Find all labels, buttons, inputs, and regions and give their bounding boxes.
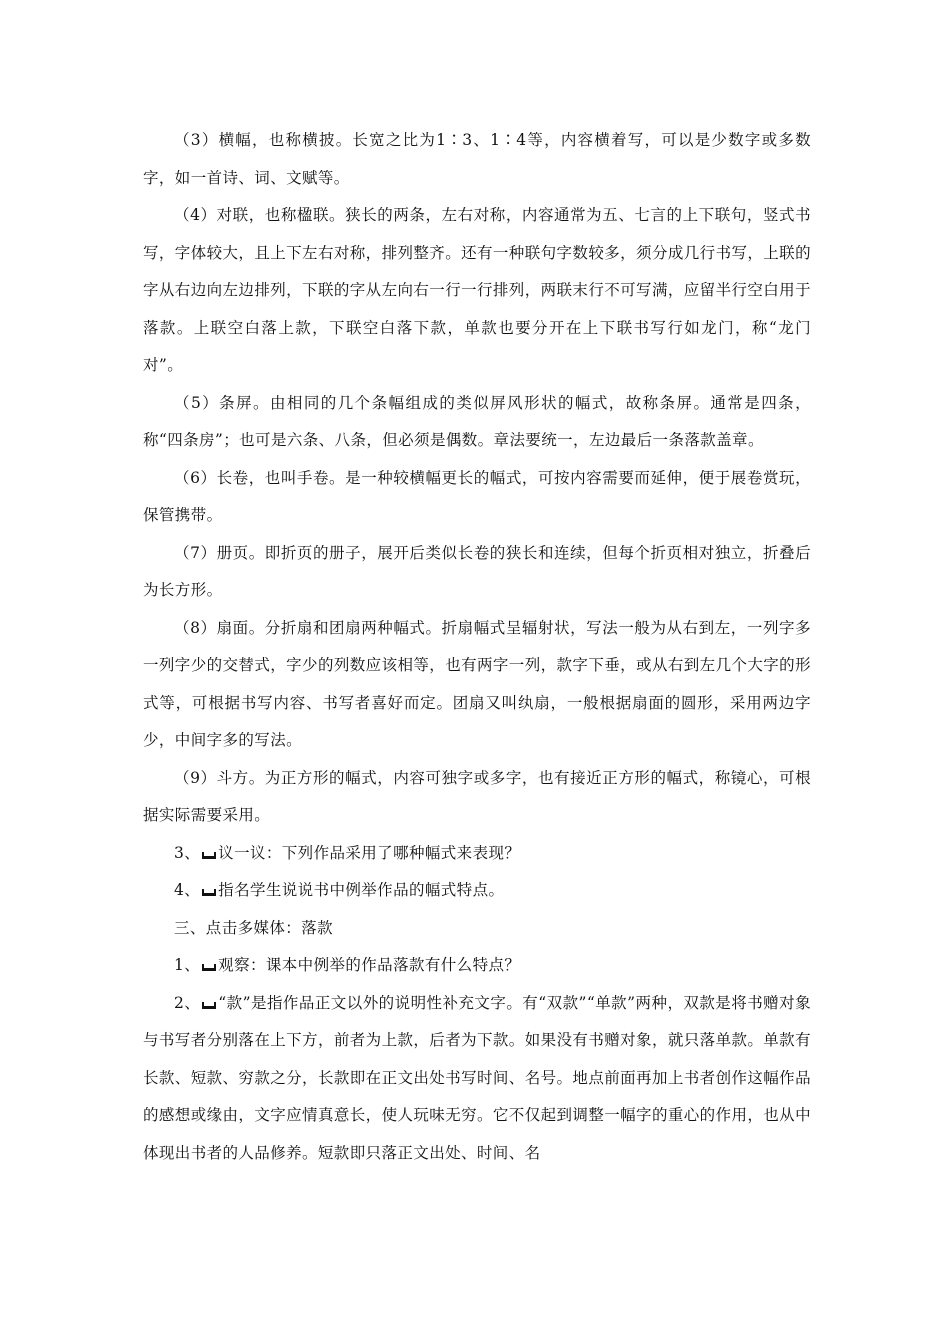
paragraph-text: （9）斗方。为正方形的幅式，内容可独字或多字，也有接近正方形的幅式，称镜心，可根据实际需要采用。	[143, 768, 811, 824]
list-number: 3、	[174, 843, 201, 862]
paragraph-kuan	[143, 985, 811, 1173]
list-number: 2、	[174, 993, 201, 1012]
paragraph-text: （6）长卷，也叫手卷。是一种较横幅更长的幅式，可按内容需要而延伸，便于展卷赏玩，保管携带。	[143, 468, 811, 524]
paragraph-text: （5）条屏。由相同的几个条幅组成的类似屏风形状的幅式，故称条屏。通常是四条，称“四条房”；也可是六条、八条，但必须是偶数。章法要统一，左边最后一条落款盖章。	[143, 393, 811, 449]
paragraph-text: 三、点击多媒体：落款	[174, 918, 334, 937]
paragraph-duilian	[143, 197, 811, 385]
paragraph-text: （3）横幅，也称横披。长宽之比为1∶3、1∶4等，内容横着写，可以是少数字或多数字，如一首诗、词、文赋等。	[143, 131, 811, 187]
paragraph-text: （7）册页。即折页的册子，展开后类似长卷的狭长和连续，但每个折页相对独立，折叠后为长方形。	[143, 543, 811, 599]
paragraph-text: 议一议：下列作品采用了哪种幅式来表现？	[218, 843, 521, 862]
bracket-mark-icon	[202, 886, 216, 896]
paragraph-hengfu	[143, 122, 811, 197]
paragraph-ceye	[143, 535, 811, 610]
paragraph-observe	[143, 947, 811, 985]
section-heading-luokuan	[143, 910, 811, 948]
paragraph-text: （4）对联，也称楹联。狭长的两条，左右对称，内容通常为五、七言的上下联句，竖式书写，字体较大，且上下左右对称，排列整齐。还有一种联句字数较多，须分成几行书写，上联的字从右边向左边排列，下联的字从左向右一行一行排列，两联末行不可写满，应留半行空白用于落款。上联空白落上款，下联空白落下款，单款也要分开在上下联书写行如龙门，称“龙门对”。	[143, 206, 811, 374]
bracket-mark-icon	[202, 999, 216, 1009]
list-number: 4、	[174, 881, 201, 899]
document-body	[143, 122, 811, 1172]
paragraph-students	[143, 872, 811, 910]
paragraph-text: （8）扇面。分折扇和团扇两种幅式。折扇幅式呈辐射状，写法一般为从右到左，一列字多一列字少的交替式，字少的列数应该相等，也有两字一列，款字下垂，或从右到左几个大字的形式等，可根据书写内容、书写者喜好而定。团扇又叫纨扇，一般根据扇面的圆形，采用两边字少，中间字多的写法。	[143, 618, 811, 749]
paragraph-changjuan	[143, 460, 811, 535]
paragraph-tiaoping	[143, 385, 811, 460]
bracket-mark-icon	[202, 849, 216, 859]
paragraph-doufang	[143, 760, 811, 835]
paragraph-text: 观察：课本中例举的作品落款有什么特点？	[218, 956, 521, 974]
list-number: 1、	[174, 956, 201, 974]
paragraph-text: 指名学生说说书中例举作品的幅式特点。	[218, 881, 505, 899]
paragraph-shanmian	[143, 610, 811, 760]
paragraph-text: “款”是指作品正文以外的说明性补充文字。有“双款”“单款”两种，双款是将书赠对象与书写者分别落在上下方，前者为上款，后者为下款。如果没有书赠对象，就只落单款。单款有长款、短款、穷款之分，长款即在正文出处书写时间、名号。地点前面再加上书者创作这幅作品的感想或缘由，文字应情真意长，使人玩味无穷。它不仅起到调整一幅字的重心的作用，也从中体现出书者的人品修养。短款即只落正文出处、时间、名	[143, 993, 811, 1162]
bracket-mark-icon	[202, 961, 216, 971]
paragraph-discuss	[143, 835, 811, 873]
